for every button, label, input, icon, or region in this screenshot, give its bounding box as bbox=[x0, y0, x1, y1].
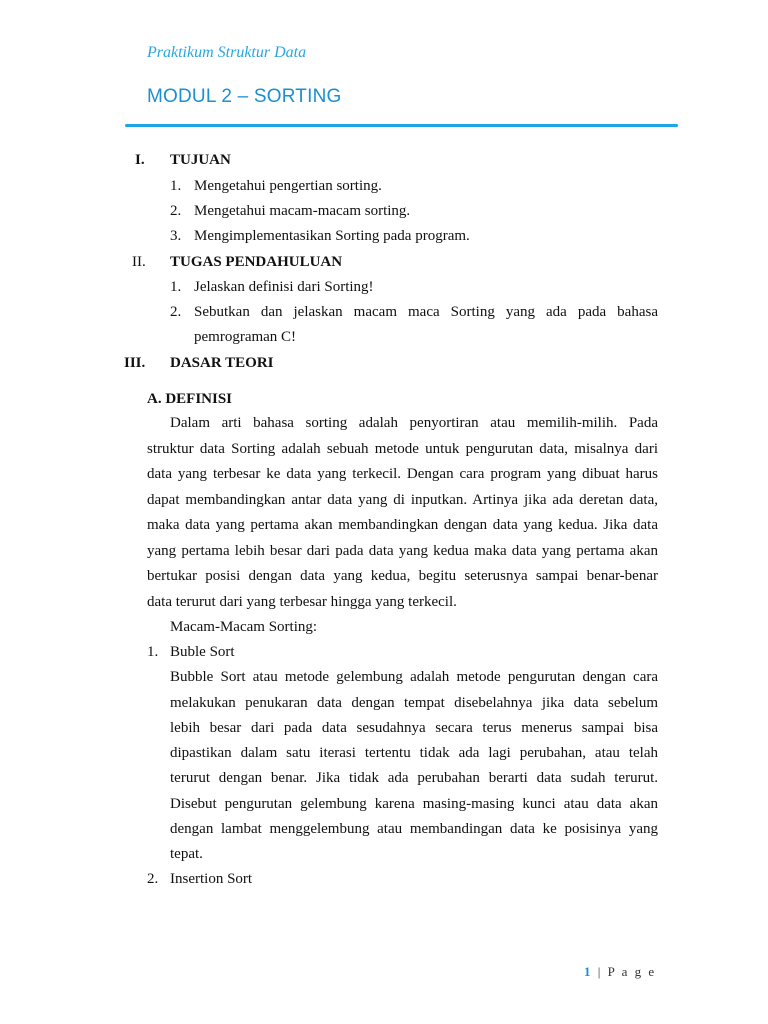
section-1-numeral: I. bbox=[135, 152, 145, 168]
paragraph-line: Bubble Sort atau metode gelembung adalah metode pengurutan dengan cara bbox=[170, 669, 658, 685]
section-3-heading: DASAR TEORI bbox=[170, 355, 274, 371]
paragraph-line: data yang terbesar ke data yang terkecil. Dengan cara program yang dibuat harus bbox=[147, 466, 658, 482]
list-item: Sebutkan dan jelaskan macam maca Sorting yang ada pada bahasa bbox=[194, 304, 658, 320]
page-label: P a g e bbox=[607, 964, 657, 979]
list-item: Mengetahui macam-macam sorting. bbox=[194, 203, 411, 219]
paragraph-line: data terurut dari yang terbesar hingga yang terkecil. bbox=[147, 594, 457, 610]
page-separator: | bbox=[597, 964, 603, 979]
section-3-numeral: III. bbox=[124, 355, 146, 371]
section-2-heading: TUGAS PENDAHULUAN bbox=[170, 254, 343, 270]
list-item-number: 1. bbox=[170, 178, 182, 194]
paragraph-line: Dalam arti bahasa sorting adalah penyortiran atau memilih-milih. Pada bbox=[170, 415, 658, 431]
running-title: Praktikum Struktur Data bbox=[147, 44, 307, 61]
list-item: Mengetahui pengertian sorting. bbox=[194, 178, 382, 194]
paragraph-line: maka data yang pertama akan membandingkan dengan data yang kedua. Jika data bbox=[147, 517, 658, 533]
sort-type-name: Buble Sort bbox=[170, 644, 235, 660]
paragraph-line: Disebut pengurutan gelembung karena masing-masing kunci atau data akan bbox=[170, 796, 658, 812]
sort-type-name: Insertion Sort bbox=[170, 871, 253, 887]
paragraph-line: terurut dengan benar. Jika tidak ada perubahan berarti data sudah terurut. bbox=[170, 770, 658, 786]
paragraph-line: tepat. bbox=[170, 846, 203, 862]
module-title: MODUL 2 – SORTING bbox=[147, 86, 342, 107]
list-item: Mengimplementasikan Sorting pada program. bbox=[194, 228, 470, 244]
list-item-number: 1. bbox=[147, 644, 159, 660]
list-item-continuation: pemrograman C! bbox=[194, 329, 297, 345]
paragraph-line: bertukar posisi dengan data yang kedua, begitu seterusnya sampai benar-benar bbox=[147, 568, 658, 584]
page-number: 1 bbox=[584, 964, 593, 979]
types-intro: Macam-Macam Sorting: bbox=[170, 619, 318, 635]
sub-heading-definisi: A. DEFINISI bbox=[147, 391, 233, 407]
page-footer bbox=[584, 964, 656, 980]
list-item-number: 2. bbox=[147, 871, 159, 887]
section-1-heading: TUJUAN bbox=[170, 152, 231, 168]
list-item-number: 3. bbox=[170, 228, 182, 244]
paragraph-line: yang pertama lebih besar dari pada data yang kedua maka data yang pertama akan bbox=[147, 543, 658, 559]
paragraph-line: dipastikan dalam satu iterasi tertentu tidak ada lagi perubahan, atau telah bbox=[170, 745, 658, 761]
paragraph-line: dapat membandingkan antar data yang di inputkan. Artinya jika ada deretan data, bbox=[147, 492, 658, 508]
paragraph-line: lebih besar dari pada data sesudahnya secara terus menerus sampai bisa bbox=[170, 720, 658, 736]
list-item-number: 2. bbox=[170, 203, 182, 219]
paragraph-line: dengan lambat menggelembung atau membandingan data ke posisinya yang bbox=[170, 821, 658, 837]
list-item: Jelaskan definisi dari Sorting! bbox=[194, 279, 374, 295]
paragraph-line: melakukan penukaran data dengan tempat disebelahnya jika data sebelum bbox=[170, 695, 658, 711]
section-2-numeral: II. bbox=[132, 254, 146, 270]
list-item-number: 1. bbox=[170, 279, 182, 295]
paragraph-line: struktur data Sorting adalah sebuah metode untuk pengurutan data, misalnya dari bbox=[147, 441, 658, 457]
header-divider bbox=[125, 124, 678, 127]
list-item-number: 2. bbox=[170, 304, 182, 320]
